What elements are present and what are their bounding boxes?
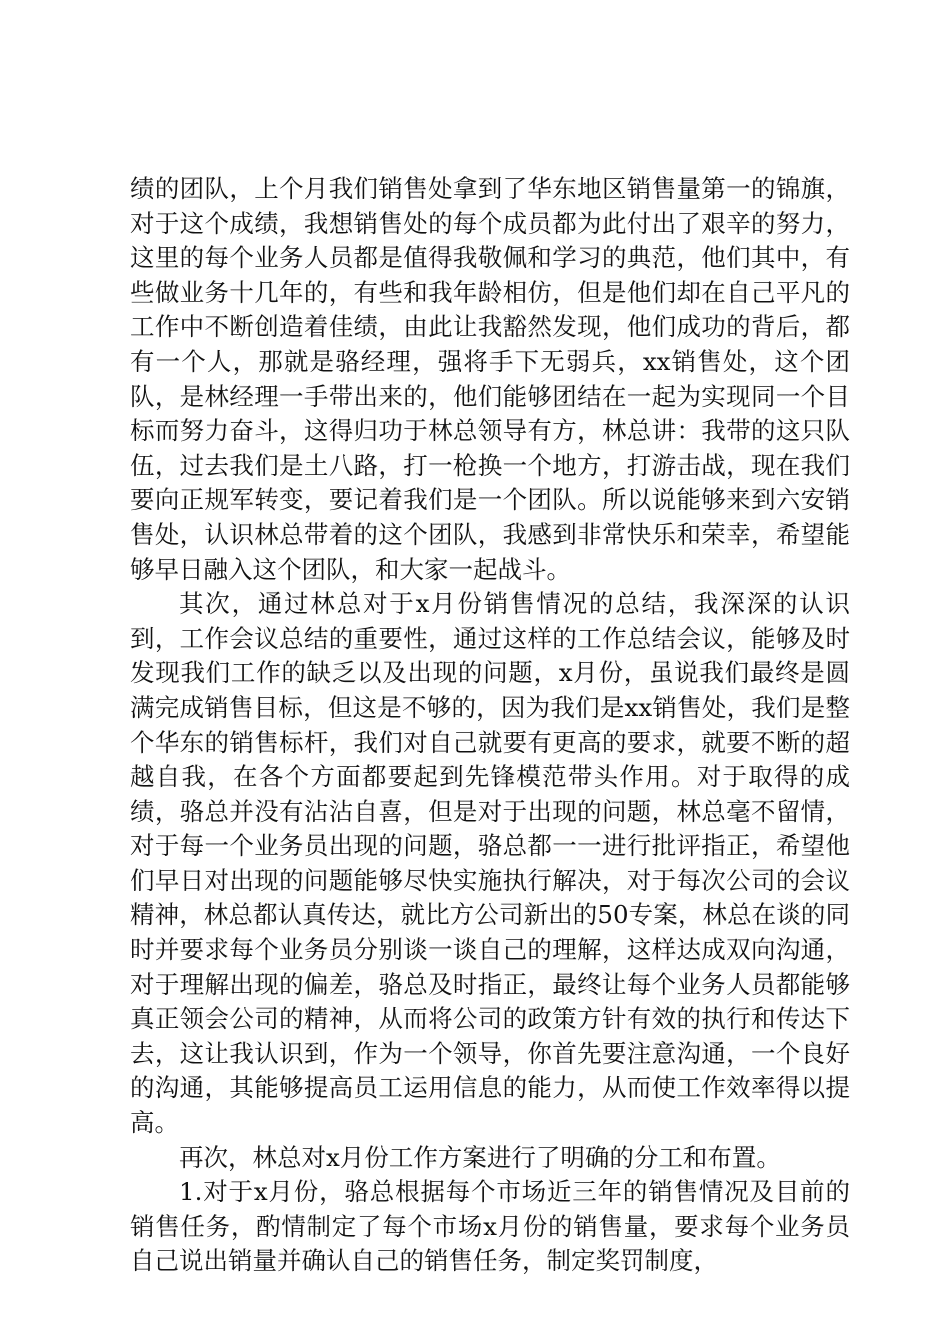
paragraph-sales-targets: 1.对于x月份，骆总根据每个市场近三年的销售情况及目前的销售任务，酌情制定了每个市场x月份的销售量，要求每个业务员自己说出销量并确认自己的销售任务，制定奖罚制度， (130, 1177, 850, 1276)
paragraph-team-achievement: 绩的团队，上个月我们销售处拿到了华东地区销售量第一的锦旗，对于这个成绩，我想销售处的每个成员都为此付出了艰辛的努力，这里的每个业务人员都是值得我敬佩和学习的典范，他们其中，有些做业务十几年的，有些和我年龄相仿，但是他们却在自己平凡的工作中不断创造着佳绩，由此让我豁然发现，他们成功的背后，都有一个人，那就是骆经理，强将手下无弱兵，xx销售处，这个团队，是林经理一手带出来的，他们能够团结在一起为实现同一个目标而努力奋斗，这得归功于林总领导有方，林总讲：我带的这只队伍，过去我们是土八路，打一枪换一个地方，打游击战，现在我们要向正规军转变，要记着我们是一个团队。所以说能够来到六安销售处，认识林总带着的这个团队，我感到非常快乐和荣幸，希望能够早日融入这个团队，和大家一起战斗。 (130, 174, 850, 584)
paragraph-meeting-summary: 其次，通过林总对于x月份销售情况的总结，我深深的认识到，工作会议总结的重要性，通过这样的工作总结会议，能够及时发现我们工作的缺乏以及出现的问题，x月份，虽说我们最终是圆满完成销售目标，但这是不够的，因为我们是xx销售处，我们是整个华东的销售标杆，我们对自己就要有更高的要求，就要不断的超越自我，在各个方面都要起到先锋模范带头作用。对于取得的成绩，骆总并没有沾沾自喜，但是对于出现的问题，林总毫不留情，对于每一个业务员出现的问题，骆总都一一进行批评指正，希望他们早日对出现的问题能够尽快实施执行解决，对于每次公司的会议精神，林总都认真传达，就比方公司新出的50专案，林总在谈的同时并要求每个业务员分别谈一谈自己的理解，这样达成双向沟通，对于理解出现的偏差，骆总及时指正，最终让每个业务人员都能够真正领会公司的精神，从而将公司的政策方针有效的执行和传达下去，这让我认识到，作为一个领导，你首先要注意沟通，一个良好的沟通，其能够提高员工运用信息的能力，从而使工作效率得以提高。 (130, 589, 850, 1138)
document-body (130, 172, 850, 1279)
paragraph-work-plan: 再次，林总对x月份工作方案进行了明确的分工和布置。 (179, 1142, 781, 1172)
